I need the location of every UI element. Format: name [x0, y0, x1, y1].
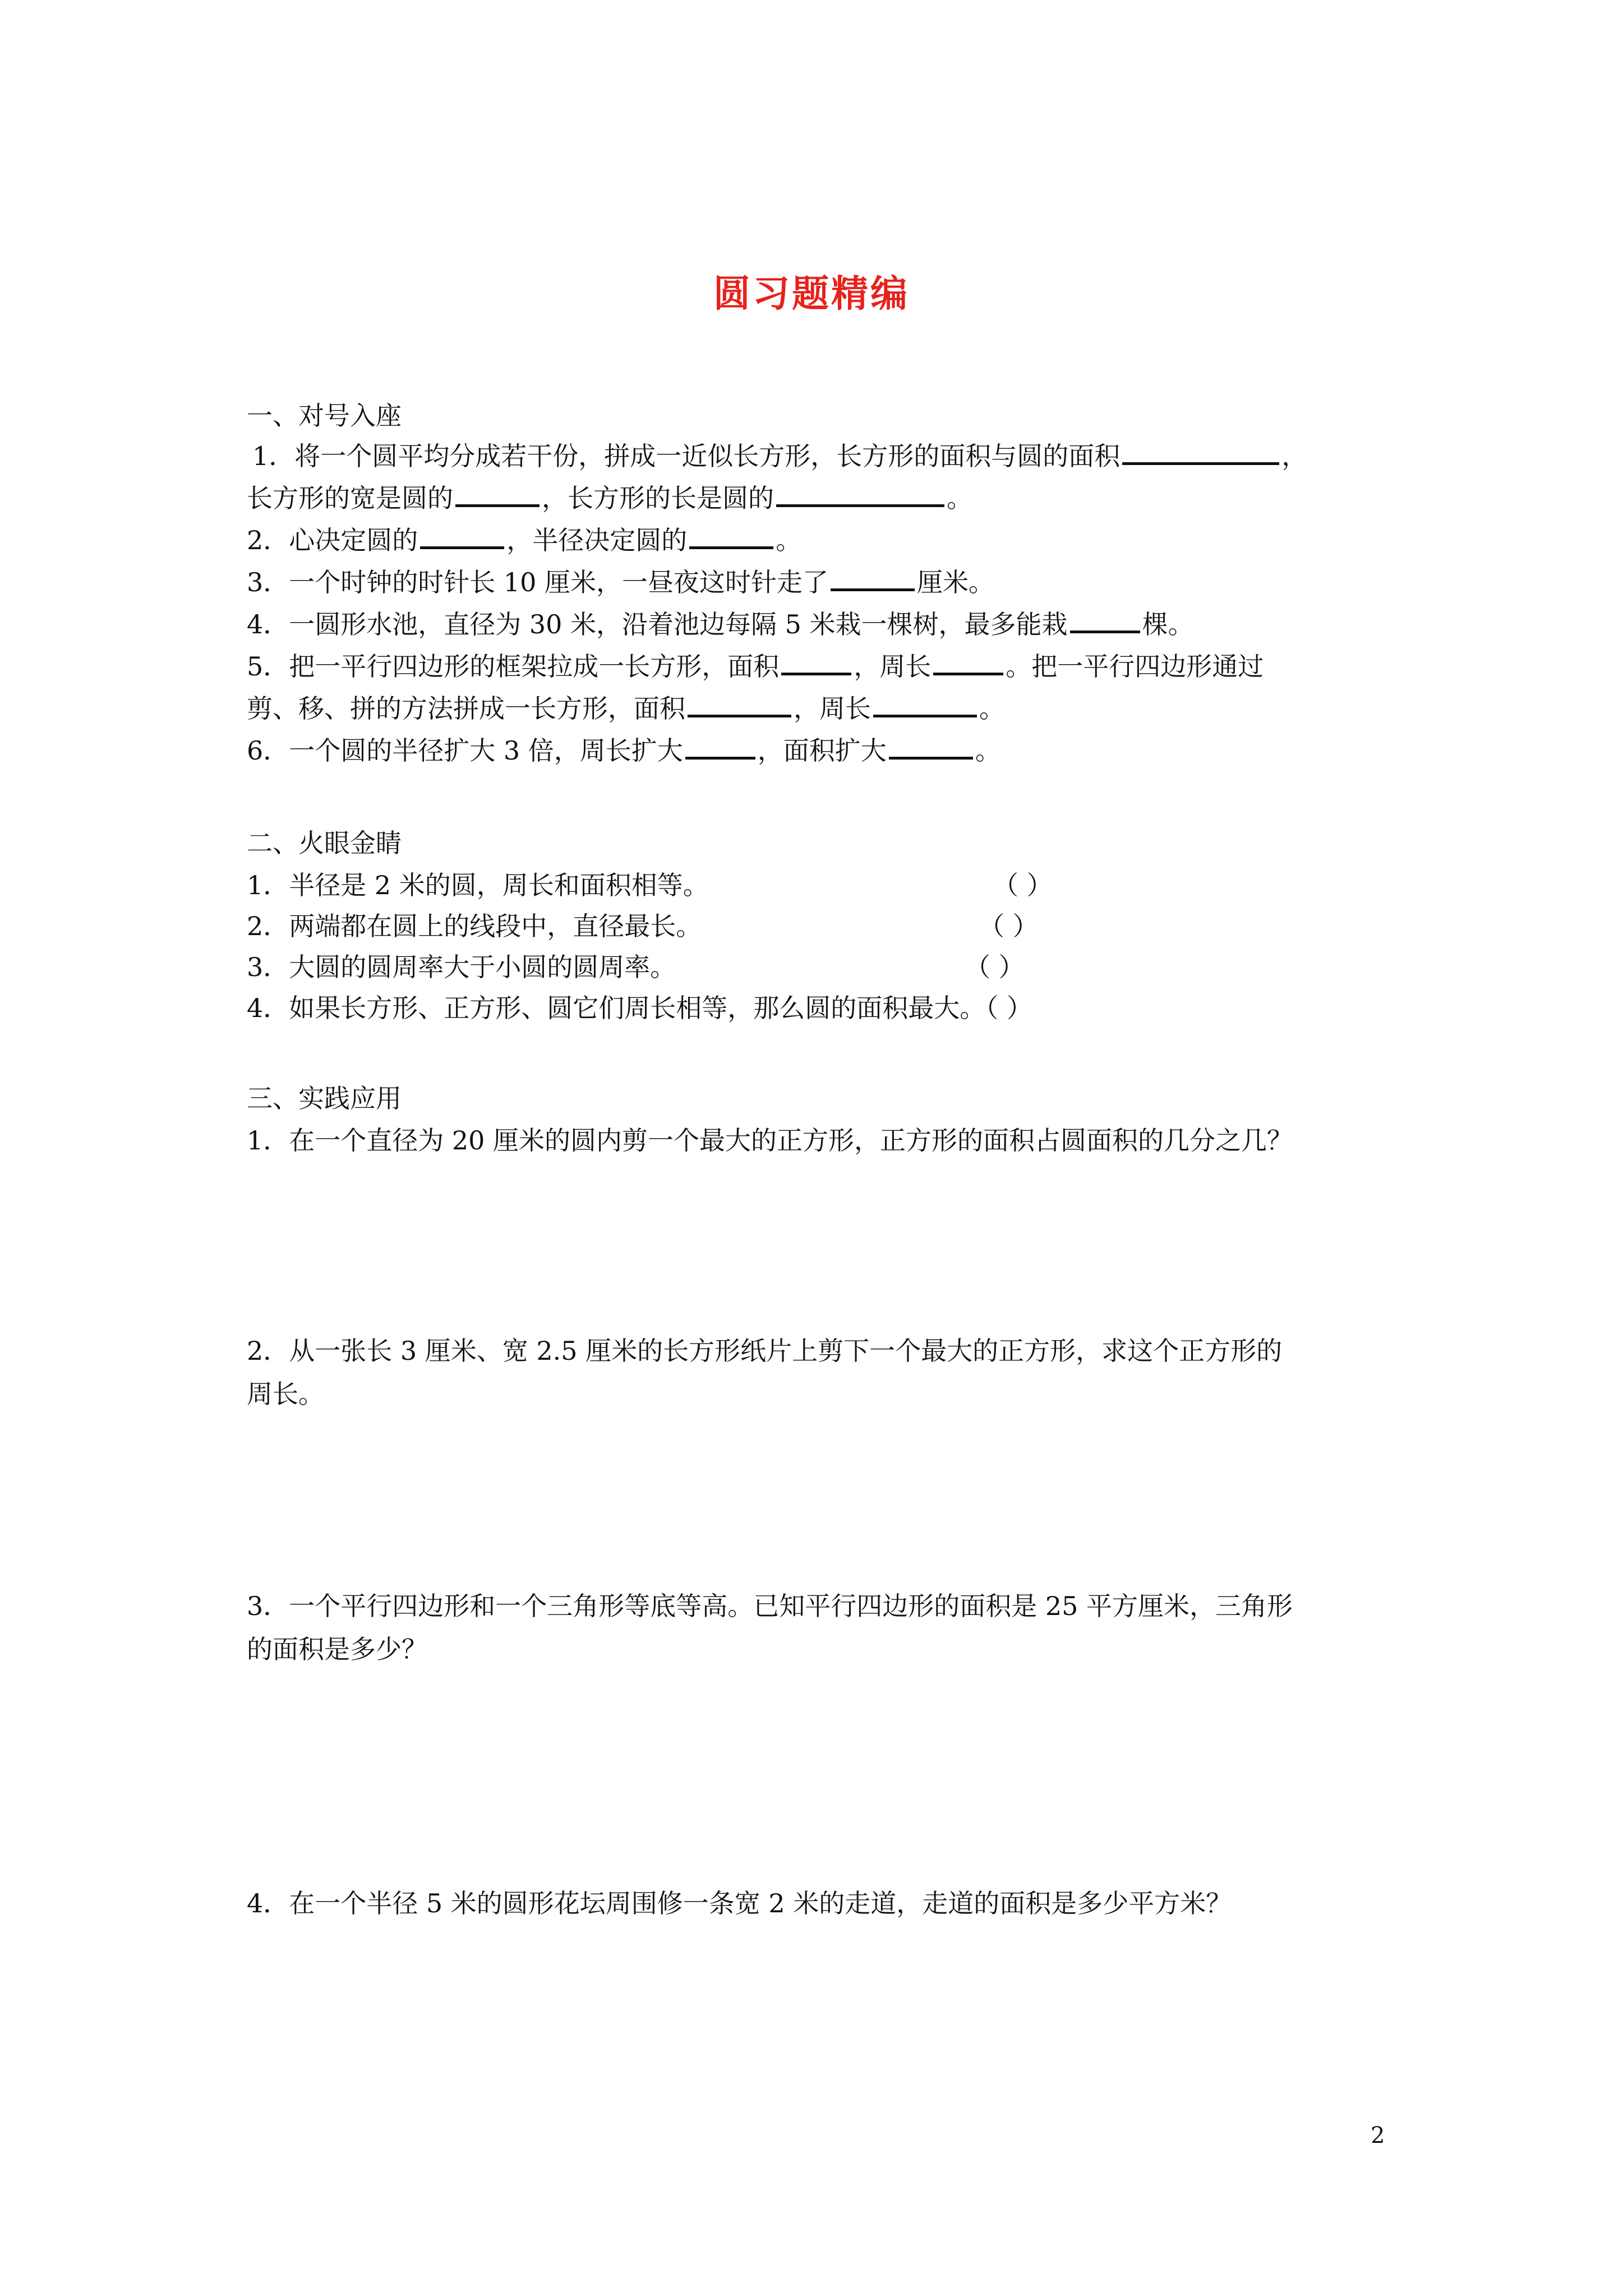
s2-item-text: 3．大圆的圆周率大于小圆的圆周率。 [247, 952, 676, 982]
s1-q6-text-b: ，面积扩大 [757, 735, 887, 766]
s3-q2-line1: 2．从一张长 3 厘米、宽 2.5 厘米的长方形纸片上剪下一个最大的正方形，求这个正方形的 [247, 1336, 1283, 1366]
s1-q1-text-b1: 长方形的宽是圆的 [247, 483, 453, 513]
s3-q3-line1: 3．一个平行四边形和一个三角形等底等高。已知平行四边形的面积是 25 平方厘米，三角形 [247, 1591, 1293, 1621]
s1-q2-text-a: 2．心决定圆的 [247, 525, 418, 555]
s1-q4-text: 4．一圆形水池，直径为 30 米，沿着池边每隔 5 米栽一棵树，最多能栽 [247, 609, 1068, 639]
s1-q2-text-b: ，半径决定圆的 [506, 525, 688, 555]
s1-q4-end: 棵。 [1142, 609, 1194, 639]
answer-blank[interactable] [1122, 462, 1279, 465]
s1-q5-line1 [247, 651, 1264, 682]
s2-item-text: 1．半径是 2 米的圆，周长和面积相等。 [247, 870, 709, 900]
s1-q1-text: 1．将一个圆平均分成若干份，拼成一近似长方形，长方形的面积与圆的面积 [252, 441, 1121, 471]
answer-paren[interactable]: （ ） [993, 870, 1053, 900]
s3-q4: 4．在一个半径 5 米的圆形花坛周围修一条宽 2 米的走道，走道的面积是多少平方米？ [247, 1888, 1232, 1918]
answer-blank[interactable] [873, 714, 977, 717]
page-number: 2 [1371, 2123, 1385, 2148]
s2-item-2 [247, 913, 702, 939]
answer-paren[interactable]: （ ） [985, 993, 1032, 1023]
answer-blank[interactable] [1070, 630, 1140, 633]
answer-blank[interactable] [889, 756, 973, 760]
s1-q6-end: 。 [975, 735, 1001, 766]
s1-q5-text-c: 。把一平行四边形通过 [1006, 651, 1264, 682]
answer-blank[interactable] [455, 504, 540, 507]
answer-paren[interactable]: （ ） [979, 911, 1039, 941]
s1-q5-text-f: 。 [979, 693, 1005, 724]
s3-q2-line2: 周长。 [247, 1379, 324, 1409]
s1-q1-punct: ， [1281, 441, 1308, 471]
section1-heading: 一、对号入座 [247, 401, 402, 431]
s1-q1-punct-end: 。 [947, 483, 972, 513]
s1-q5-line2 [247, 693, 1005, 724]
s1-q3-end: 厘米。 [917, 567, 995, 597]
s1-q4 [247, 611, 1194, 637]
s2-item-1 [247, 872, 709, 898]
s3-q3-line2: 的面积是多少？ [247, 1634, 427, 1664]
answer-blank[interactable] [933, 672, 1003, 675]
answer-blank[interactable] [688, 714, 791, 717]
answer-paren[interactable]: （ ） [965, 952, 1025, 982]
s2-item-3 [247, 954, 676, 980]
s1-q6-text-a: 6．一个圆的半径扩大 3 倍，周长扩大 [247, 735, 683, 766]
s2-item-text: 4．如果长方形、正方形、圆它们周长相等，那么圆的面积最大。 [247, 993, 986, 1023]
s1-q1-line1 [252, 443, 1307, 469]
answer-blank[interactable] [420, 546, 504, 549]
s1-q3 [247, 569, 994, 595]
answer-blank[interactable] [689, 546, 773, 549]
s2-item-4 [247, 995, 1032, 1021]
s1-q1-line2 [247, 485, 972, 511]
s1-q5-text-e: ，周长 [794, 693, 871, 724]
section2-heading: 二、火眼金睛 [247, 828, 402, 858]
answer-blank[interactable] [685, 756, 755, 760]
s1-q5-text-b: ，周长 [854, 651, 932, 682]
s1-q5-text-d: 剪、移、拼的方法拼成一长方形，面积 [247, 693, 685, 724]
answer-blank[interactable] [831, 588, 915, 591]
s2-item-text: 2．两端都在圆上的线段中，直径最长。 [247, 911, 702, 941]
s1-q5-text-a: 5．把一平行四边形的框架拉成一长方形，面积 [247, 651, 780, 682]
answer-blank[interactable] [776, 504, 944, 507]
s3-q1: 1．在一个直径为 20 厘米的圆内剪一个最大的正方形，正方形的面积占圆面积的几分之几？ [247, 1125, 1293, 1156]
s1-q3-text: 3．一个时钟的时针长 10 厘米，一昼夜这时针走了 [247, 567, 829, 597]
s1-q6 [247, 735, 1001, 766]
s1-q1-text-b2: ，长方形的长是圆的 [542, 483, 774, 513]
answer-blank[interactable] [781, 672, 851, 675]
s1-q2-end: 。 [776, 525, 802, 555]
page-title: 圆习题精编 [713, 272, 910, 315]
section3-heading: 三、实践应用 [247, 1083, 402, 1114]
s1-q2 [247, 527, 801, 553]
